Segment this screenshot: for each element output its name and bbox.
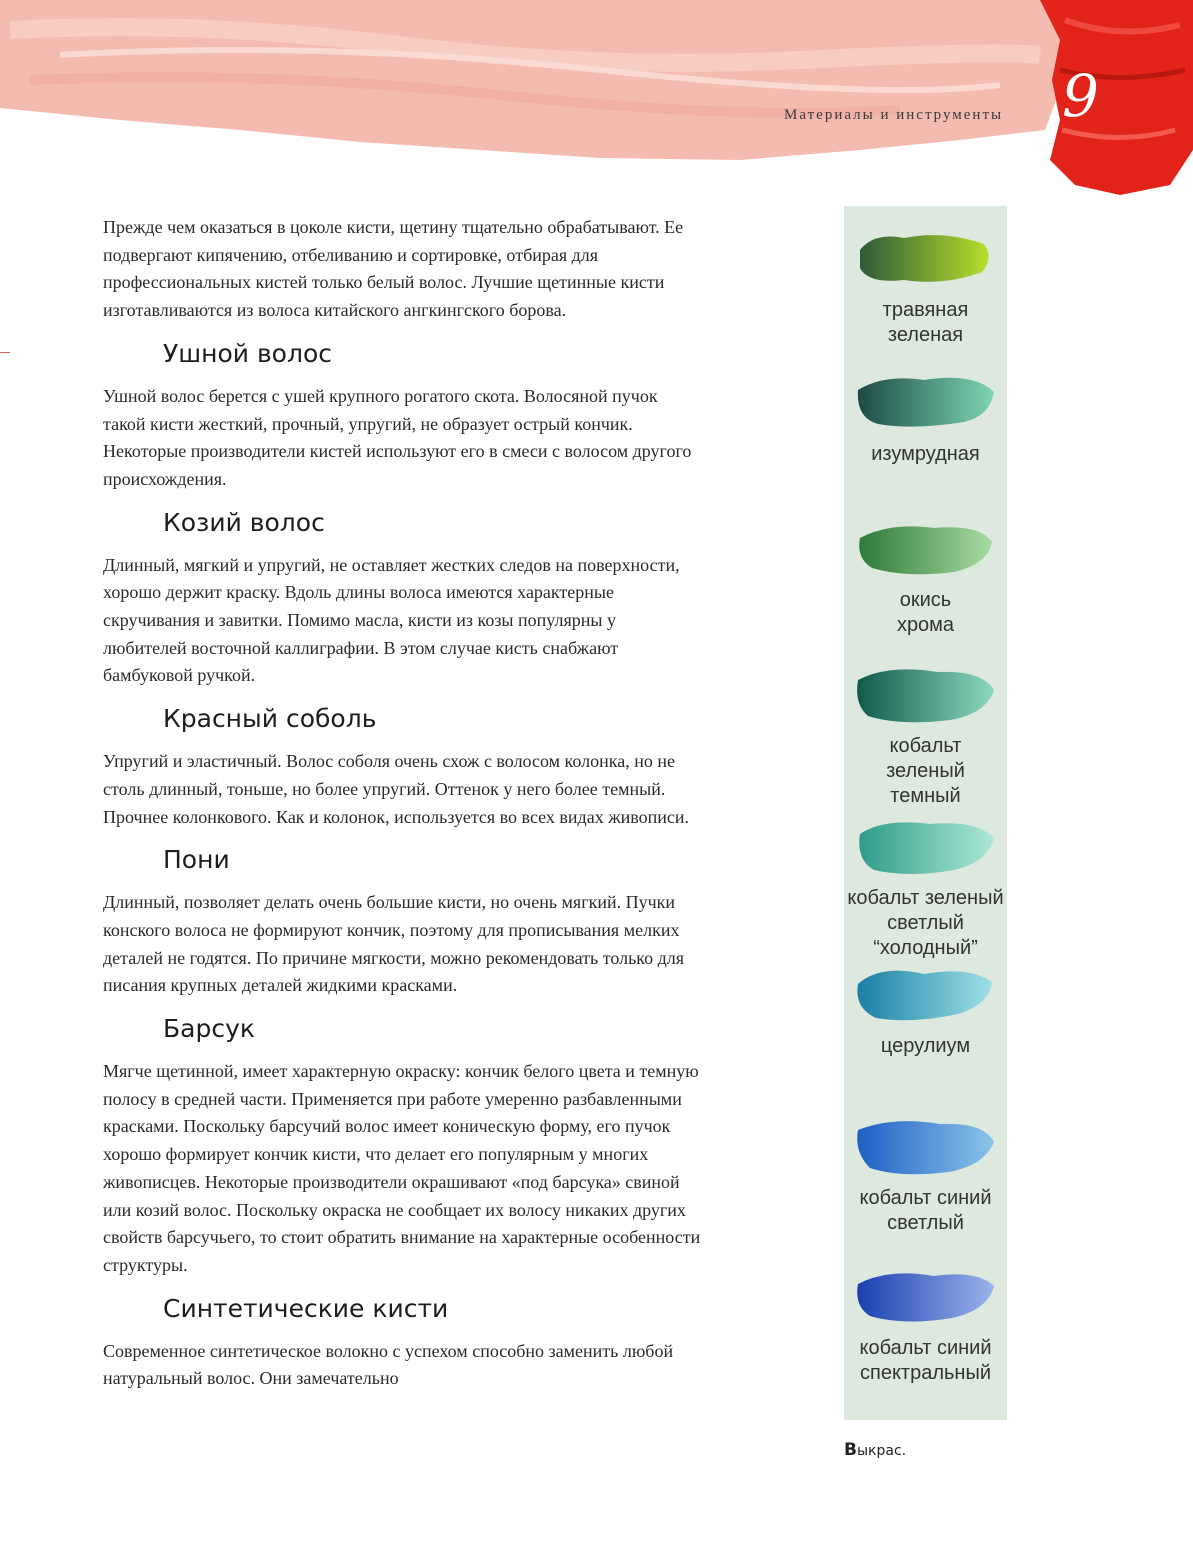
paint-stroke-image <box>854 518 997 582</box>
section-heading: Синтетические кисти <box>163 1293 449 1323</box>
swatch-item <box>844 228 1007 348</box>
paint-stroke-image <box>854 816 997 880</box>
swatch-label: кобальт зеленый темный <box>886 735 965 807</box>
paint-swatch-panel <box>844 206 1007 1420</box>
caption-initial: В <box>844 1440 857 1460</box>
paint-stroke-image <box>854 228 997 292</box>
page-number: 9 <box>1062 62 1099 130</box>
paint-stroke-image <box>854 664 997 728</box>
caption-text: ыкрас. <box>856 1443 907 1459</box>
section-heading: Барсук <box>163 1014 255 1044</box>
section-heading: Красный соболь <box>163 704 377 734</box>
swatch-item <box>844 372 1007 467</box>
swatch-label: окись хрома <box>896 589 955 636</box>
section-heading: Пони <box>163 845 230 875</box>
swatch-item <box>844 964 1007 1059</box>
section-paragraph: Длинный, мягкий и упругий, не оставляет жестких следов на поверхности, хорошо держит краску. Вдоль длины волоса имеются характерные скручивания и завитки. Помимо масла, кисти из козы популярны у любителей восточной каллиграфии. В этом случае кисть снабжают бамбуковой ручкой. <box>103 554 680 686</box>
swatch-item <box>844 816 1007 961</box>
swatch-label: изумрудная <box>871 443 980 465</box>
main-text-column <box>103 214 703 1393</box>
swatch-item <box>844 664 1007 809</box>
section-paragraph: Мягче щетинной, имеет характерную окраску: кончик белого цвета и темную полосу в средней части. Применяется при работе умеренно разбавленными красками. Поскольку барсучий волос имеет коническую форму, его пучок хорошо формирует кончик кисти, что делает его популярным у многих живописцев. Некоторые производители окрашивают «под барсука» свиной или козий волос. Поскольку окраска не сообщает их волосу никаких других свойств барсучьего, то стоит обратить внимание на характерные особенности структуры. <box>103 1061 701 1275</box>
section-heading: Ушной волос <box>163 338 332 368</box>
swatch-label: кобальт синий спектральный <box>859 1337 992 1384</box>
swatch-item <box>844 518 1007 638</box>
paint-stroke-image <box>854 964 997 1028</box>
running-title: Материалы и инструменты <box>784 107 1004 123</box>
section-paragraph: Длинный, позволяет делать очень большие кисти, но очень мягкий. Пучки конского волоса не формируют кончик, поэтому для прописывания мелких деталей не годятся. По причине мягкости, можно рекомендовать только для писания крупных деталей жидкими красками. <box>103 892 685 996</box>
section-paragraph: Упругий и эластичный. Волос соболя очень схож с волосом колонка, но не столь длинный, тоньше, но более упругий. Оттенок у него более темный. Прочнее колонкового. Как и колонок, используется во всех видах живописи. <box>103 751 690 827</box>
swatch-item <box>844 1266 1007 1386</box>
swatch-label: кобальт синий светлый <box>859 1187 992 1234</box>
swatch-item <box>844 1116 1007 1236</box>
paint-stroke-image <box>854 1266 997 1330</box>
paint-stroke-image <box>854 1116 997 1180</box>
swatch-label: церулиум <box>880 1035 971 1057</box>
section-paragraph: Ушной волос берется с ушей крупного рогатого скота. Волосяной пучок такой кисти жесткий, прочный, упругий, не образует острый кончик. Некоторые производители кистей используют его в смеси с волосом другого происхождения. <box>103 385 692 489</box>
swatch-label: кобальт зеленый светлый “холодный” <box>847 887 1004 959</box>
intro-paragraph: Прежде чем оказаться в цоколе кисти, щетину тщательно обрабатывают. Ее подвергают кипячению, отбеливанию и сортировке, отбирая для профессиональных кистей только белый волос. Лучшие щетинные кисти изготавливаются из волоса китайского ангкингского борова. <box>103 217 684 321</box>
section-paragraph: Современное синтетическое волокно с успехом способно заменить любой натуральный волос. Они замечательно <box>103 1340 674 1389</box>
paint-stroke-image <box>854 372 997 436</box>
margin-mark <box>0 352 10 353</box>
figure-caption <box>844 1440 906 1460</box>
swatch-label: травяная зеленая <box>882 299 969 346</box>
header-paint-strokes <box>0 0 1193 200</box>
section-heading: Козий волос <box>163 507 325 537</box>
